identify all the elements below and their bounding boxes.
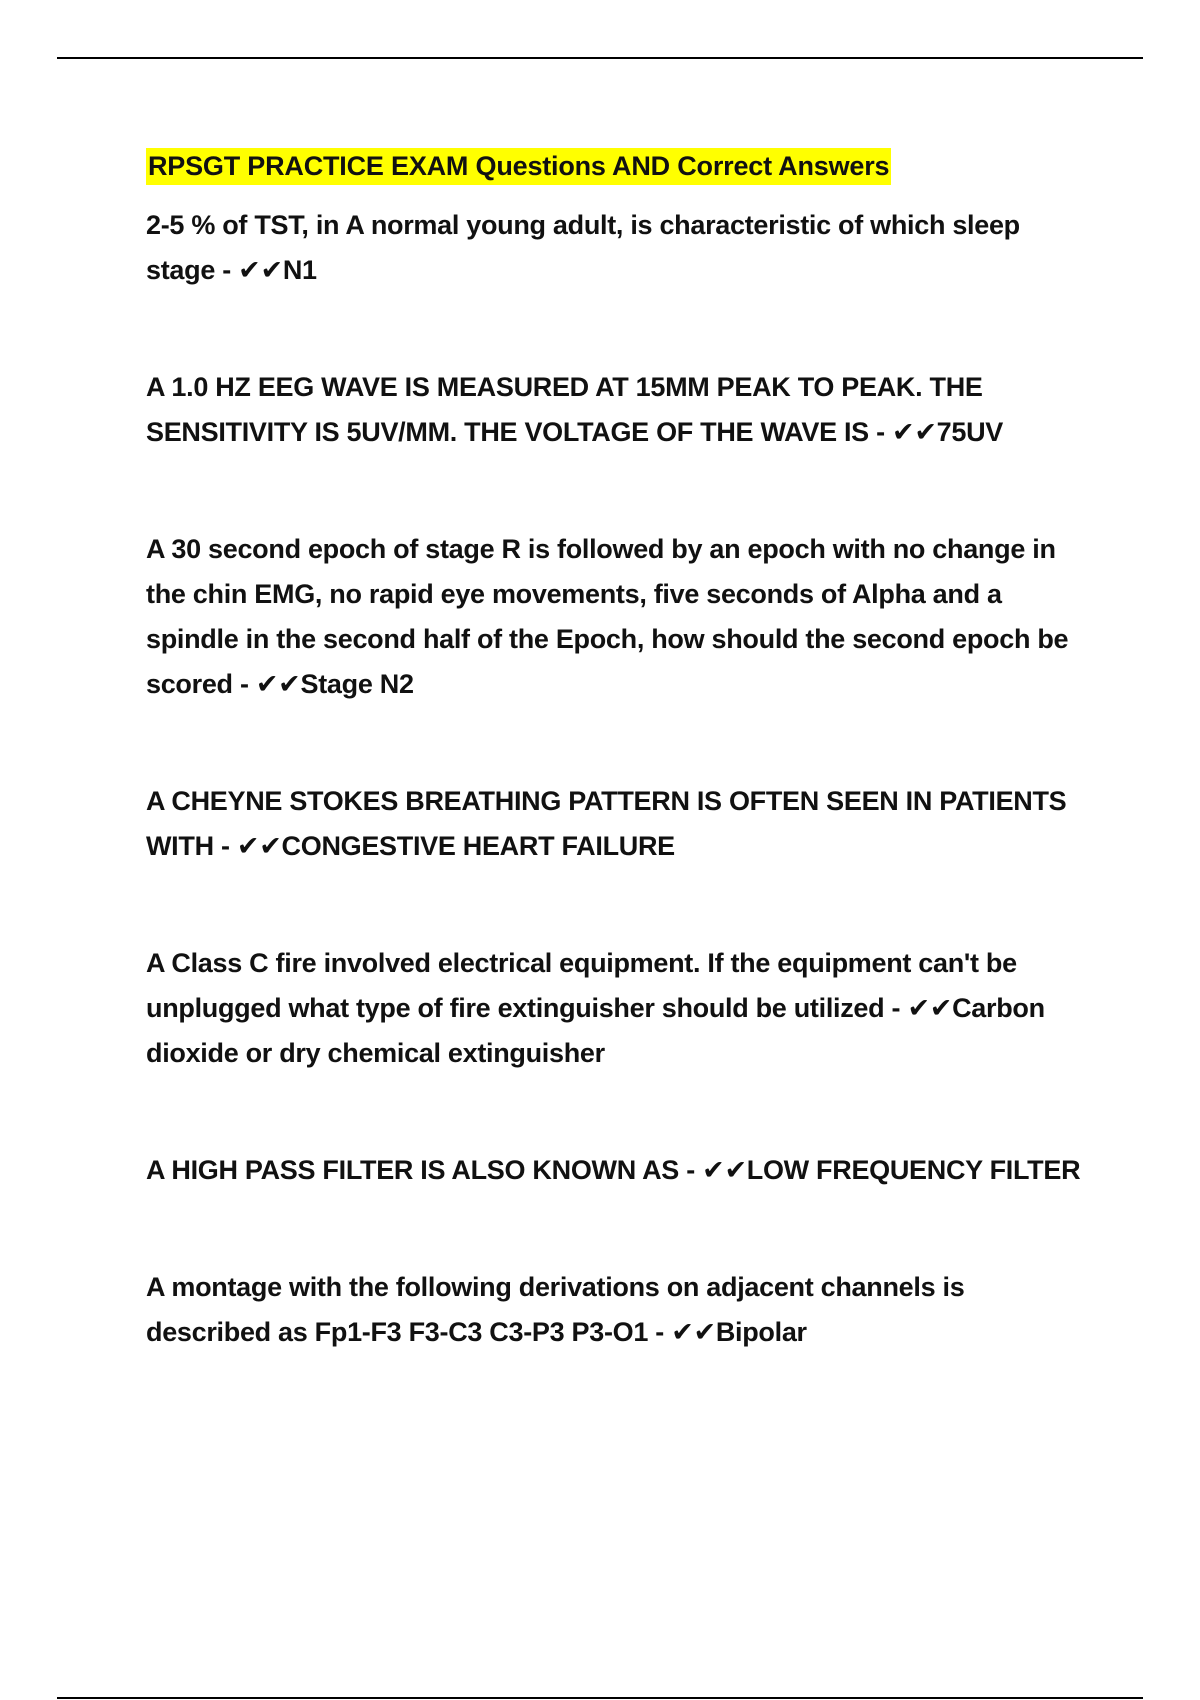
qa-item: A CHEYNE STOKES BREATHING PATTERN IS OFTEN SEEN IN PATIENTS WITH - ✔✔CONGESTIVE HEART FAILURE <box>146 786 1067 861</box>
question-text: A HIGH PASS FILTER IS ALSO KNOWN AS <box>146 1155 680 1185</box>
answer-text: CONGESTIVE HEART FAILURE <box>281 831 675 861</box>
qa-item: A montage with the following derivations on adjacent channels is described as Fp1-F3 F3-C3 C3-P3 P3-O1 - ✔✔Bipolar <box>146 1272 965 1347</box>
question-text: 2-5 % of TST, in A normal young adult, is characteristic of which sleep stage <box>146 210 1020 285</box>
qa-item: A 1.0 HZ EEG WAVE IS MEASURED AT 15MM PEAK TO PEAK. THE SENSITIVITY IS 5UV/MM. THE VOLTAGE OF THE WAVE IS - ✔✔75UV <box>146 372 1003 447</box>
document-title: RPSGT PRACTICE EXAM Questions AND Correct Answers <box>146 148 891 185</box>
answer-text: N1 <box>282 255 317 285</box>
check-mark-icon: ✔✔ <box>907 993 953 1023</box>
check-mark-icon: ✔✔ <box>255 669 301 699</box>
qa-item: A HIGH PASS FILTER IS ALSO KNOWN AS - ✔✔LOW FREQUENCY FILTER <box>146 1155 1081 1185</box>
answer-text: Carbon dioxide or dry chemical extinguisher <box>146 993 1045 1068</box>
question-text: A 1.0 HZ EEG WAVE IS MEASURED AT 15MM PEAK TO PEAK. THE SENSITIVITY IS 5UV/MM. THE VOLTAGE OF THE WAVE IS <box>146 372 983 447</box>
qa-item: A Class C fire involved electrical equipment. If the equipment can't be unplugged what type of fire extinguisher should be utilized - ✔✔Carbon dioxide or dry chemical extinguisher <box>146 948 1045 1068</box>
check-mark-icon: ✔✔ <box>671 1317 716 1347</box>
bottom-rule <box>57 1697 1143 1699</box>
check-mark-icon: ✔✔ <box>238 255 283 285</box>
answer-text: Stage N2 <box>300 669 414 699</box>
document-body <box>146 148 1096 1355</box>
check-mark-icon: ✔✔ <box>236 831 282 861</box>
question-text: A montage with the following derivations on adjacent channels is described as Fp1-F3 F3-C3 C3-P3 P3-O1 <box>146 1272 965 1347</box>
question-text: A 30 second epoch of stage R is followed by an epoch with no change in the chin EMG, no rapid eye movements, five seconds of Alpha and a spindle in the second half of the Epoch, how should the second epoch be scored <box>146 534 1069 699</box>
check-mark-icon: ✔✔ <box>702 1155 747 1185</box>
answer-text: 75UV <box>936 417 1003 447</box>
qa-item: 2-5 % of TST, in A normal young adult, is characteristic of which sleep stage - ✔✔N1 <box>146 210 1020 285</box>
question-text: A CHEYNE STOKES BREATHING PATTERN IS OFTEN SEEN IN PATIENTS WITH <box>146 786 1067 861</box>
answer-text: LOW FREQUENCY FILTER <box>746 1155 1081 1185</box>
qa-item: A 30 second epoch of stage R is followed by an epoch with no change in the chin EMG, no rapid eye movements, five seconds of Alpha and a spindle in the second half of the Epoch, how should the second epoch be scored - ✔✔Stage N2 <box>146 534 1069 699</box>
check-mark-icon: ✔✔ <box>892 417 937 447</box>
answer-text: Bipolar <box>715 1317 807 1347</box>
question-text: A Class C fire involved electrical equipment. If the equipment can't be unplugged what type of fire extinguisher should be utilized <box>146 948 1017 1023</box>
top-rule <box>57 57 1143 59</box>
